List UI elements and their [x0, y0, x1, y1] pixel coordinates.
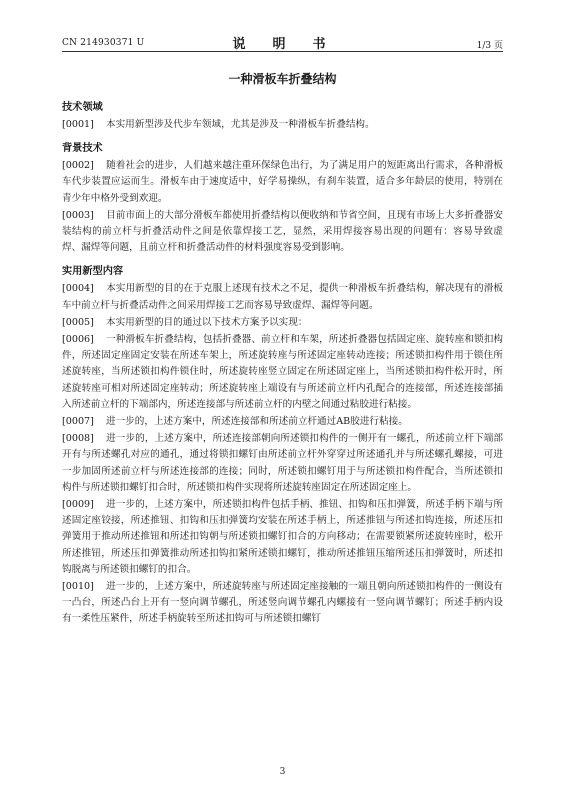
paragraph-number: [0005]: [62, 316, 94, 328]
paragraph-text: 本实用新型涉及代步车领域，尤其是涉及一种滑板车折叠结构。: [106, 119, 375, 130]
paragraph: [62, 497, 503, 578]
paragraph: [62, 414, 503, 430]
paragraph: [62, 117, 503, 133]
paragraph-text: 一种滑板车折叠结构，包括折叠器、前立杆和车架，所述折叠器包括固定座、旋转座和锁扣构件，所述固定座固定安装在所述车架上，所述旋转座与所述固定座转动连接；所述锁扣构件用于锁住所述旋转座，当所述锁扣构件锁住时，所述旋转座竖立固定在所述固定座上，当所述锁扣构件松开时，所述旋转座可相对所述固定座转动；所述旋转座上端设有与所述前立杆内孔配合的连接部，所述连接部插入所述前立杆的下端部内，所述连接部与所述前立杆的内壁之间通过粘胶进行粘接。: [62, 334, 503, 410]
doc-type: 说 明 书: [232, 37, 333, 52]
paragraph: [62, 315, 503, 331]
page-header: [62, 26, 503, 52]
paragraph: [62, 431, 503, 496]
header-rule: [62, 51, 503, 52]
paragraph-text: 进一步的，上述方案中，所述连接部朝向所述锁扣构件的一侧开有一螺孔，所述前立杆下端部开有与所述螺孔对应的通孔，通过将锁扣螺钉由所述前立杆外穿穿过所述通孔并与所述螺孔螺接，可进一步加固所述前立杆与所述连接部的连接；同时，所述锁扣螺钉用于与所述锁扣构件配合，当所述锁扣构件与所述锁扣螺钉扣合时，所述锁扣构件实现将所述旋转座固定在所述固定座上。: [62, 433, 503, 493]
paragraph-number: [0007]: [62, 416, 94, 428]
paragraph-number: [0001]: [62, 119, 94, 130]
paragraph: [62, 281, 503, 313]
paragraph: [62, 332, 503, 413]
paragraph-text: 随着社会的进步，人们越来越注重环保绿色出行，为了满足用户的短距离出行需求，各种滑板车代步装置应运而生。滑板车由于速度适中，好学易操纵，有刹车装置，适合多年龄层的使用，特别在青少年中格外受到欢迎。: [62, 160, 503, 204]
paragraph-text: 进一步的，上述方案中，所述锁扣构件包括手柄、推钮、扣钩和压扣弹簧，所述手柄下端与所述固定座铰接，所述推钮、扣钩和压扣弹簧均安装在所述手柄上，所述推钮与所述扣钩连接，所述压扣弹簧用于推动所述推钮和所述扣钩朝与所述锁扣螺钉扣合的方向移动；在需要锁紧所述旋转座时，松开所述推钮，所述压扣弹簧推动所述扣钩扣紧所述锁扣螺钉，推动所述推钮压缩所述压扣弹簧时，所述扣钩脱离与所述锁扣螺钉的扣合。: [62, 499, 503, 575]
paragraph-number: [0010]: [62, 581, 94, 593]
section-heading: 实用新型内容: [62, 266, 124, 278]
page-info: 1/3 页: [476, 41, 503, 51]
paragraph-text: 本实用新型的目的在于克服上述现有技术之不足，提供一种滑板车折叠结构，解决现有的滑板车中前立杆与折叠活动件之间采用焊接工艺而容易导致虚焊、漏焊等问题。: [62, 283, 503, 311]
doc-number: CN 214930371 U: [62, 38, 145, 48]
paragraph-number: [0009]: [62, 499, 94, 511]
section-heading: 背景技术: [62, 143, 103, 155]
paragraph-text: 进一步的，上述方案中，所述连接部和所述前立杆通过AB胶进行粘接。: [106, 416, 408, 428]
paragraph-number: [0004]: [62, 283, 94, 295]
paragraph-number: [0006]: [62, 334, 94, 346]
paragraph-text: 目前市面上的大部分滑板车都使用折叠结构以便收纳和节省空间，且现有市场上大多折叠器安装结构的前立杆与折叠活动件之间是依靠焊接工艺，显然，采用焊接容易出现的问题有：容易导致虚焊、漏焊等问题，且前立杆和折叠活动件的材料强度容易受到影响。: [62, 209, 503, 254]
paragraph: [62, 579, 503, 628]
document-title: 一种滑板车折叠结构: [228, 72, 337, 86]
paragraph-text: 进一步的，上述方案中，所述旋转座与所述固定座接触的一端且朝向所述锁扣构件的一侧设有一凸台，所述凸台上开有一竖向调节螺孔，所述竖向调节螺孔内螺接有一竖向调节螺钉；所述手柄内设有一柔性压紧件，所述手柄旋转至所述扣钩可与所述锁扣螺钉: [62, 581, 503, 625]
section-heading: 技术领域: [62, 102, 103, 113]
document-body: [62, 100, 503, 629]
page-number: 3: [279, 767, 286, 777]
paragraph-text: 本实用新型的目的通过以下技术方案予以实现：: [106, 316, 308, 328]
paragraph: [62, 208, 503, 257]
paragraph-number: [0003]: [62, 209, 94, 221]
paragraph-number: [0008]: [62, 433, 94, 445]
paragraph: [62, 158, 503, 207]
paragraph-number: [0002]: [62, 160, 94, 172]
